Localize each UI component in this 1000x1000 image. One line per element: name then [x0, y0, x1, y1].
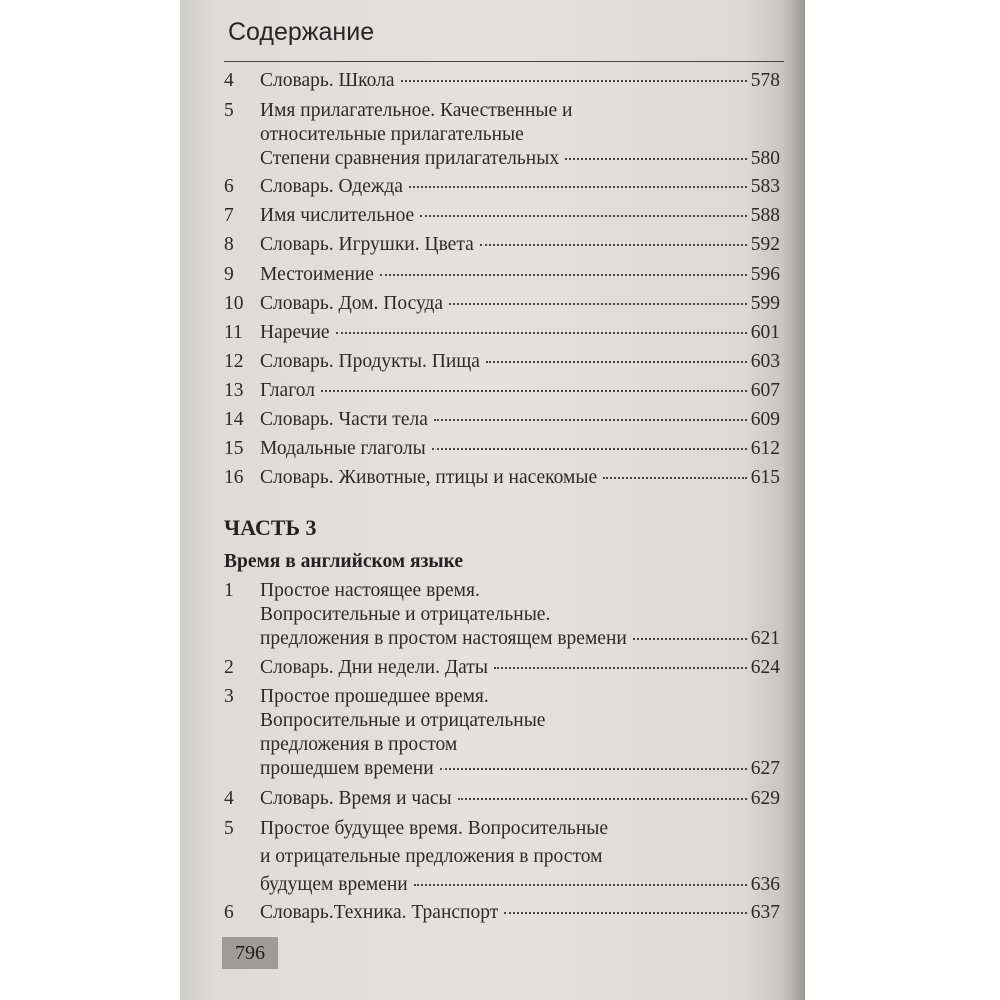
- entry-last-line: [260, 438, 780, 460]
- entry-page: 580: [750, 148, 780, 169]
- entry-title-line: относительные прилагательные: [260, 124, 524, 145]
- entry-page: 609: [750, 409, 780, 430]
- entry-last-line: [260, 409, 780, 431]
- toc-entry-13: [224, 380, 780, 408]
- entry-page: 596: [750, 264, 780, 285]
- entry-title: Словарь.Техника. Транспорт: [260, 902, 499, 923]
- toc-entry-11: [224, 322, 780, 350]
- entry-number: 16: [224, 467, 244, 488]
- dot-leader: [504, 912, 747, 914]
- entry-number: 6: [224, 902, 234, 923]
- entry-page: 601: [750, 322, 780, 343]
- entry-number: 15: [224, 438, 244, 459]
- entry-title: Словарь. Продукты. Пища: [260, 351, 480, 372]
- toc-entry-p3-3: [224, 686, 780, 786]
- entry-page: 612: [750, 438, 780, 459]
- entry-number: 12: [224, 351, 244, 372]
- entry-page: 588: [750, 205, 780, 226]
- toc-entry-12: [224, 351, 780, 379]
- header-divider: [224, 61, 784, 62]
- part-heading: ЧАСТЬ 3: [224, 515, 317, 540]
- entry-number: 4: [224, 788, 234, 809]
- entry-number: 14: [224, 409, 244, 430]
- entry-last-line: [260, 758, 780, 780]
- entry-title-line: Простое будущее время. Вопросительные: [260, 818, 609, 839]
- dot-leader: [565, 158, 747, 160]
- toc-entry-8: [224, 234, 780, 262]
- entry-page: 578: [750, 70, 780, 91]
- entry-title: Словарь. Дом. Посуда: [260, 293, 444, 314]
- toc-entry-p3-1: [224, 580, 780, 660]
- entry-number: 4: [224, 70, 234, 91]
- page-number: 796: [222, 937, 278, 969]
- entry-number: 3: [224, 686, 234, 707]
- entry-page: 621: [750, 628, 780, 649]
- toc-entry-4: [224, 70, 780, 98]
- dot-leader: [409, 186, 747, 188]
- dot-leader: [321, 390, 747, 392]
- entry-number: 9: [224, 264, 234, 285]
- entry-title: Словарь. Части тела: [260, 409, 428, 430]
- entry-title-line: Степени сравнения прилагательных: [260, 148, 560, 169]
- entry-last-line: [260, 902, 780, 924]
- dot-leader: [336, 332, 747, 334]
- entry-page: 583: [750, 176, 780, 197]
- dot-leader: [603, 477, 747, 479]
- entry-last-line: [260, 874, 780, 896]
- toc-entry-6: [224, 176, 780, 204]
- entry-last-line: [260, 234, 780, 256]
- page-spine-shadow: [783, 0, 805, 1000]
- entry-title-line: прошедшем времени: [260, 758, 434, 779]
- entry-last-line: [260, 657, 780, 679]
- entry-title-line: будущем времени: [260, 874, 408, 895]
- dot-leader: [401, 80, 747, 82]
- entry-title-line: Вопросительные и отрицательные: [260, 710, 546, 731]
- dot-leader: [633, 638, 747, 640]
- entry-title: Словарь. Время и часы: [260, 788, 452, 809]
- dot-leader: [494, 667, 747, 669]
- entry-number: 5: [224, 818, 234, 839]
- dot-leader: [380, 274, 747, 276]
- entry-title: Словарь. Животные, птицы и насекомые: [260, 467, 598, 488]
- toc-entry-7: [224, 205, 780, 233]
- entry-title: Модальные глаголы: [260, 438, 426, 459]
- entry-last-line: [260, 628, 780, 650]
- entry-page: 627: [750, 758, 780, 779]
- entry-page: 624: [750, 657, 780, 678]
- entry-title-line: и отрицательные предложения в простом: [260, 846, 603, 867]
- entry-number: 8: [224, 234, 234, 255]
- entry-last-line: [260, 380, 780, 402]
- dot-leader: [458, 798, 747, 800]
- toc-entry-p3-4: [224, 788, 780, 816]
- entry-title-line: предложения в простом настоящем времени: [260, 628, 627, 649]
- toc-entry-14: [224, 409, 780, 437]
- entry-title: Имя числительное: [260, 205, 415, 226]
- entry-page: 599: [750, 293, 780, 314]
- page-header-title: Содержание: [228, 18, 375, 46]
- entry-title-line: предложения в простом: [260, 734, 458, 755]
- entry-page: 636: [750, 874, 780, 895]
- entry-last-line: [260, 148, 780, 170]
- entry-title: Наречие: [260, 322, 330, 343]
- entry-last-line: [260, 70, 780, 92]
- entry-title: Словарь. Одежда: [260, 176, 403, 197]
- entry-title: Словарь. Школа: [260, 70, 395, 91]
- entry-title-line: Простое прошедшее время.: [260, 686, 489, 707]
- entry-page: 629: [750, 788, 780, 809]
- section-heading: Время в английском языке: [224, 551, 464, 572]
- toc-entry-10: [224, 293, 780, 321]
- toc-entry-p3-2: [224, 657, 780, 685]
- entry-title: Словарь. Игрушки. Цвета: [260, 234, 474, 255]
- entry-number: 10: [224, 293, 244, 314]
- entry-number: 5: [224, 100, 234, 121]
- entry-last-line: [260, 467, 780, 489]
- entry-number: 1: [224, 580, 234, 601]
- dot-leader: [434, 419, 747, 421]
- toc-entry-15: [224, 438, 780, 466]
- entry-page: 637: [750, 902, 780, 923]
- entry-title-line: Простое настоящее время.: [260, 580, 480, 601]
- entry-last-line: [260, 322, 780, 344]
- entry-number: 13: [224, 380, 244, 401]
- dot-leader: [414, 884, 747, 886]
- entry-page: 607: [750, 380, 780, 401]
- entry-last-line: [260, 205, 780, 227]
- dot-leader: [420, 215, 747, 217]
- entry-number: 7: [224, 205, 234, 226]
- toc-entry-p3-6: [224, 902, 780, 930]
- toc-entry-p3-5: [224, 818, 780, 898]
- dot-leader: [440, 768, 747, 770]
- entry-last-line: [260, 293, 780, 315]
- dot-leader: [449, 303, 747, 305]
- entry-number: 6: [224, 176, 234, 197]
- entry-title: Словарь. Дни недели. Даты: [260, 657, 488, 678]
- entry-number: 2: [224, 657, 234, 678]
- entry-last-line: [260, 176, 780, 198]
- entry-title: Местоимение: [260, 264, 374, 285]
- dot-leader: [480, 244, 747, 246]
- toc-entry-9: [224, 264, 780, 292]
- entry-last-line: [260, 351, 780, 373]
- toc-entry-16: [224, 467, 780, 495]
- entry-title-line: Вопросительные и отрицательные.: [260, 604, 551, 625]
- entry-page: 592: [750, 234, 780, 255]
- dot-leader: [432, 448, 747, 450]
- entry-last-line: [260, 788, 780, 810]
- entry-page: 615: [750, 467, 780, 488]
- entry-title: Глагол: [260, 380, 315, 401]
- entry-page: 603: [750, 351, 780, 372]
- entry-last-line: [260, 264, 780, 286]
- book-page: [180, 0, 805, 1000]
- entry-title-line: Имя прилагательное. Качественные и: [260, 100, 573, 121]
- entry-number: 11: [224, 322, 243, 343]
- dot-leader: [486, 361, 747, 363]
